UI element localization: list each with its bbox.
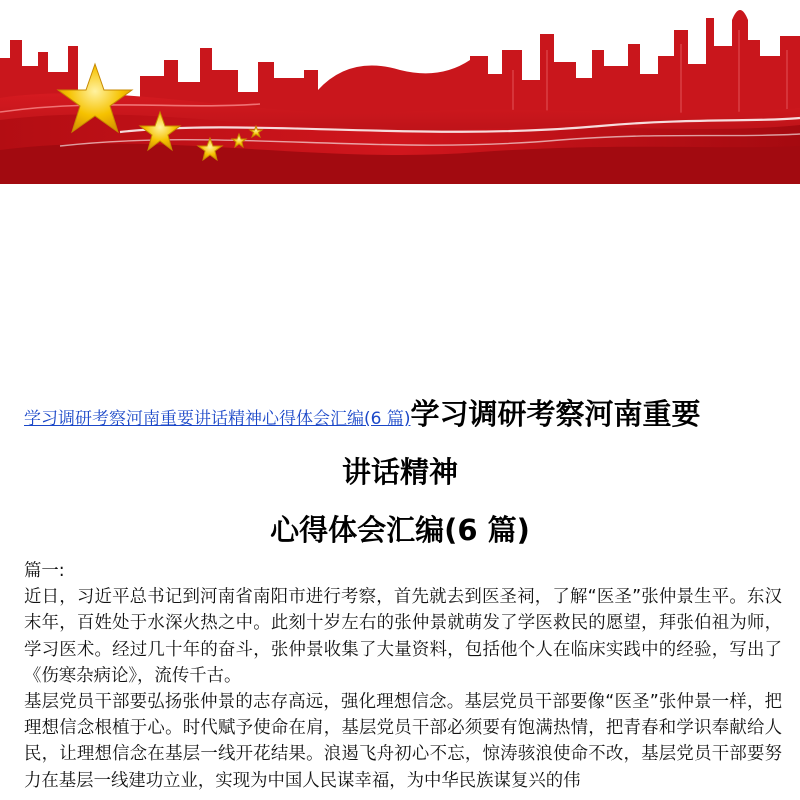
paragraph-2: 基层党员干部要弘扬张仲景的志存高远，强化理想信念。基层党员干部要像“医圣”张仲景一样，把理想信念根植于心。时代赋予使命在肩，基层党员干部必须要有饱满热情，把青春和学识奉献给人民，让理想信念在基层一线开花结果。浪遏飞舟初心不忘，惊涛骇浪使命不改，基层党员干部要努力在基层一线建功立业，实现为中国人民谋幸福，为中华民族谋复兴的伟: [24, 692, 782, 791]
section-label: 篇一:: [24, 561, 65, 581]
title-line-2: 讲话精神: [341, 455, 458, 489]
title-line-1: [24, 392, 784, 436]
document-body: [24, 558, 782, 794]
title-text-1: 学习调研考察河南重要: [410, 397, 701, 431]
header-banner: [0, 0, 800, 184]
title-link[interactable]: 学习调研考察河南重要讲话精神心得体会汇编(6 篇): [24, 409, 411, 429]
title-line-3: 心得体会汇编(6 篇): [270, 513, 530, 547]
paragraph-1: 近日，习近平总书记到河南省南阳市进行考察，首先就去到医圣祠，了解“医圣”张仲景生平。东汉末年，百姓处于水深火热之中。此刻十岁左右的张仲景就萌发了学医救民的愿望，拜张伯祖为师，学习医术。经过几十年的奋斗，张仲景收集了大量资料，包括他个人在临床实践中的经验，写出了《伤寒杂病论》，流传千古。: [24, 587, 782, 686]
